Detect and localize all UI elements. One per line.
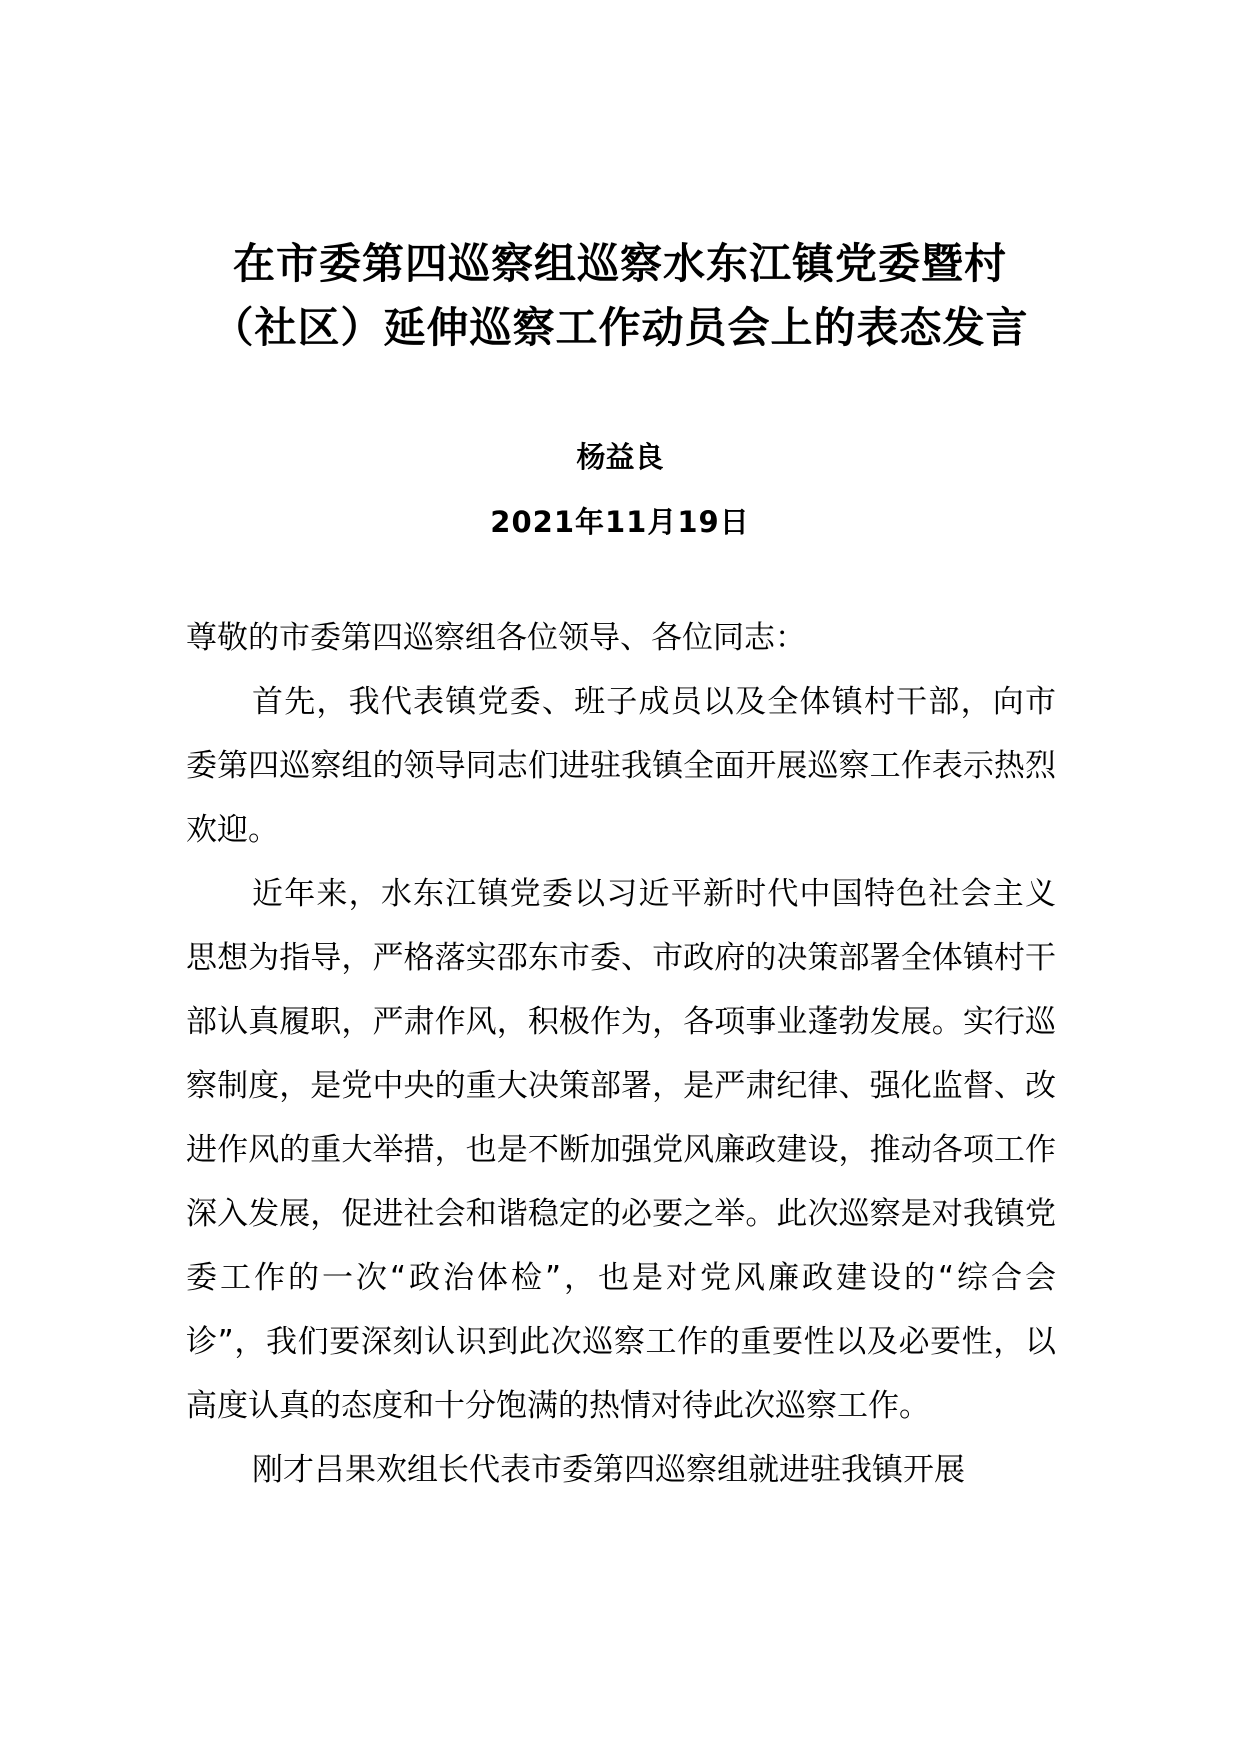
document-body	[186, 606, 1056, 1502]
document-date: 2021年11月19日	[490, 505, 750, 539]
document-author: 杨益良	[576, 440, 664, 474]
salutation: 尊敬的市委第四巡察组各位领导、各位同志：	[186, 620, 806, 656]
paragraph-2: 近年来，水东江镇党委以习近平新时代中国特色社会主义思想为指导，严格落实邵东市委、市政府的决策部署全体镇村干部认真履职，严肃作风，积极作为，各项事业蓬勃发展。实行巡察制度，是党中央的重大决策部署，是严肃纪律、强化监督、改进作风的重大举措，也是不断加强党风廉政建设，推动各项工作深入发展，促进社会和谐稳定的必要之举。此次巡察是对我镇党委工作的一次“政治体检”，也是对党风廉政建设的“综合会诊”，我们要深刻认识到此次巡察工作的重要性以及必要性，以高度认真的态度和十分饱满的热情对待此次巡察工作。	[186, 876, 1056, 1424]
document-title: 在市委第四巡察组巡察水东江镇党委暨村（社区）延伸巡察工作动员会上的表态发言	[211, 239, 1029, 352]
paragraph-1: 首先，我代表镇党委、班子成员以及全体镇村干部，向市委第四巡察组的领导同志们进驻我镇全面开展巡察工作表示热烈欢迎。	[186, 684, 1056, 848]
paragraph-3: 刚才吕果欢组长代表市委第四巡察组就进驻我镇开展	[252, 1452, 965, 1488]
